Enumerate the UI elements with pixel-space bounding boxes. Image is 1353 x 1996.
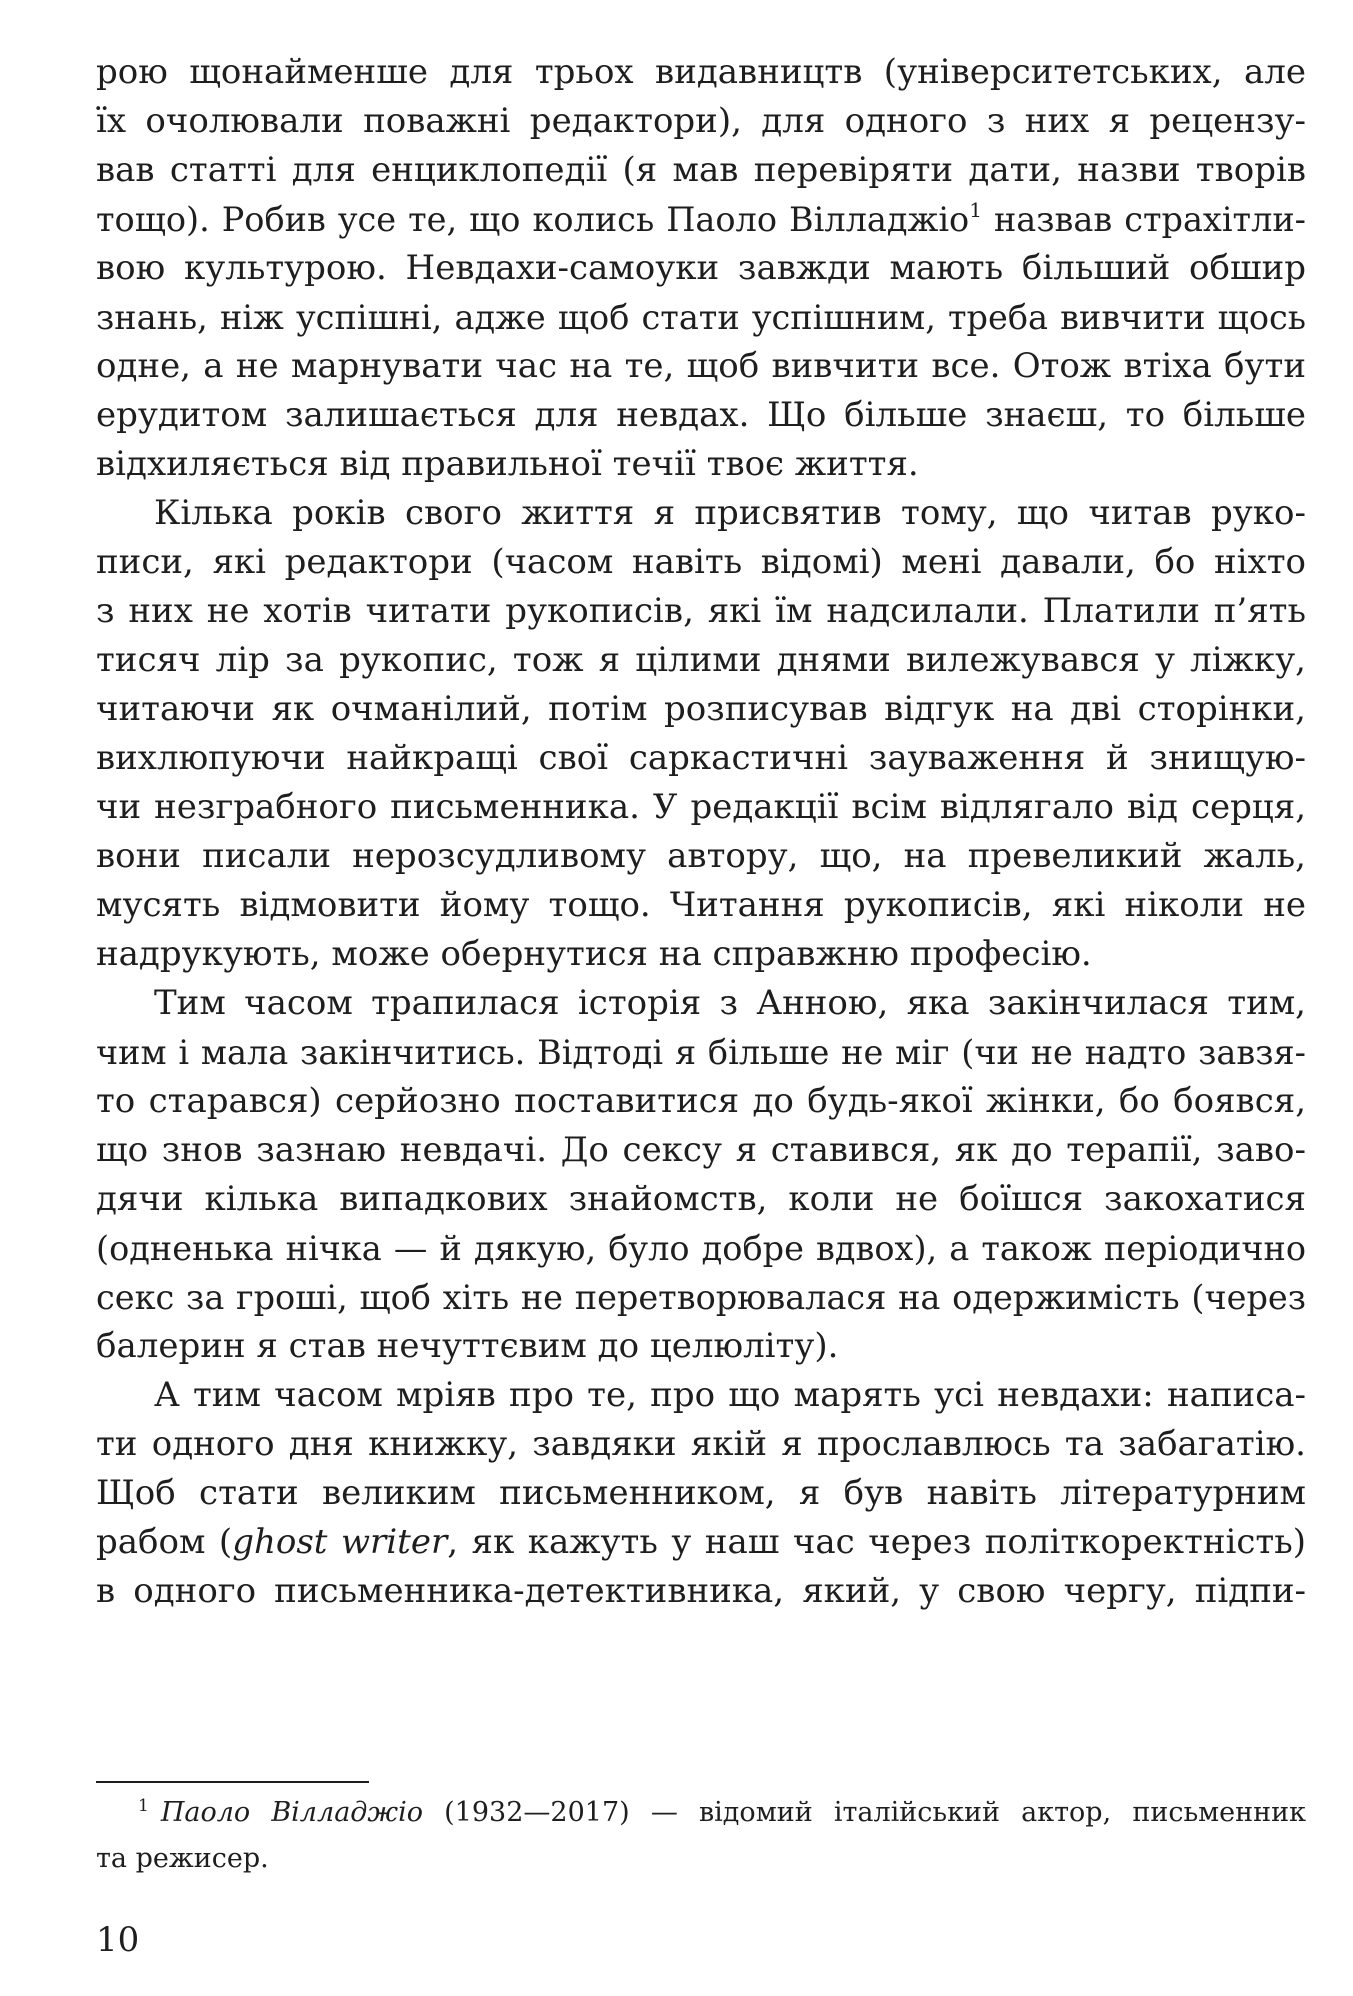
footnote-name: Паоло Вілладжіо — [160, 1797, 423, 1828]
text-line: чи незграбного письменника. У редакції всім відлягало від серця, — [96, 787, 1306, 827]
text-line: балерин я став нечуттєвим до целюліту). — [96, 1326, 839, 1366]
page-number: 10 — [96, 1920, 140, 1960]
text-line: одне, а не марнувати час на те, щоб вивчити все. Отож втіха бути — [96, 346, 1306, 386]
text-line: з них не хотів читати рукописів, які їм надсилали. Платили п’ять — [96, 591, 1306, 631]
text-line: рабом (ghost writer, як кажуть у наш час через політкоректність) — [96, 1522, 1306, 1562]
footnote-text: (1932—2017) — відомий італійський актор, письменник — [423, 1797, 1306, 1828]
body-text — [96, 48, 1306, 1616]
footnote-marker: 1 — [138, 1796, 149, 1816]
text-line: вою культурою. Невдахи-самоуки завжди мають більший обшир — [96, 248, 1306, 288]
footnote-line — [96, 1790, 1306, 1836]
text-line: що знов зазнаю невдачі. До сексу я ставився, як до терапії, заво- — [96, 1130, 1306, 1170]
text-line: в одного письменника-детективника, який, у свою чергу, підпи- — [96, 1571, 1306, 1611]
text-line: читаючи як очманілий, потім розписував відгук на дві сторінки, — [96, 689, 1306, 729]
text-line: Кілька років свого життя я присвятив тому, що читав руко- — [154, 493, 1306, 533]
text-line: мусять відмовити йому тощо. Читання рукописів, які ніколи не — [96, 885, 1306, 925]
footnote — [96, 1790, 1306, 1882]
text-line: вав статті для енциклопедії (я мав перевіряти дати, назви творів — [96, 150, 1306, 190]
italic-phrase: ghost writer — [232, 1522, 448, 1562]
text-line: дячи кілька випадкових знайомств, коли не боїшся закохатися — [96, 1179, 1306, 1219]
text-line: рою щонайменше для трьох видавництв (університетських, але — [96, 52, 1306, 92]
text-line: то старався) серйозно поставитися до будь-якої жінки, бо боявся, — [96, 1081, 1306, 1121]
text-line: ти одного дня книжку, завдяки якій я прославлюсь та забагатію. — [96, 1424, 1306, 1464]
text-line: секс за гроші, щоб хіть не перетворювалася на одержимість (через — [96, 1278, 1306, 1317]
text-line: надрукують, може обернутися на справжню професію. — [96, 934, 1092, 974]
text-line: відхиляється від правильної течії твоє життя. — [96, 444, 919, 484]
text-line: Тим часом трапилася історія з Анною, яка закінчилася тим, — [154, 983, 1306, 1023]
text-line: вихлюпуючи найкращі свої саркастичні зауваження й знищую- — [96, 738, 1306, 778]
text-line: Щоб стати великим письменником, я був навіть літературним — [96, 1473, 1306, 1513]
footnote-line: та режисер. — [96, 1843, 269, 1874]
text-line: їх очолювали поважні редактори), для одного з них я рецензу- — [96, 101, 1306, 141]
text-line: знань, ніж успішні, адже щоб стати успішним, треба вивчити щось — [96, 298, 1306, 337]
text-line: вони писали нерозсудливому автору, що, на превеликий жаль, — [96, 836, 1306, 876]
text-line: ерудитом залишається для невдах. Що більше знаєш, то більше — [96, 395, 1306, 435]
text-line: тисяч лір за рукопис, тож я цілими днями вилежувався у ліжку, — [96, 640, 1306, 680]
footnote-reference: 1 — [969, 197, 982, 222]
footnote-divider — [96, 1781, 369, 1783]
text-line: (одненька нічка — й дякую, було добре вдвох), а також періодично — [96, 1229, 1306, 1268]
text-line: тощо). Робив усе те, що колись Паоло Вілладжіо$^1$ назвав страхітли- — [96, 197, 1307, 239]
text-line: чим і мала закінчитись. Відтоді я більше не міг (чи не надто завзя- — [96, 1033, 1306, 1072]
text-line: А тим часом мріяв про те, про що марять усі невдахи: написа- — [154, 1375, 1306, 1415]
text-line: писи, які редактори (часом навіть відомі) мені давали, бо ніхто — [96, 542, 1306, 582]
